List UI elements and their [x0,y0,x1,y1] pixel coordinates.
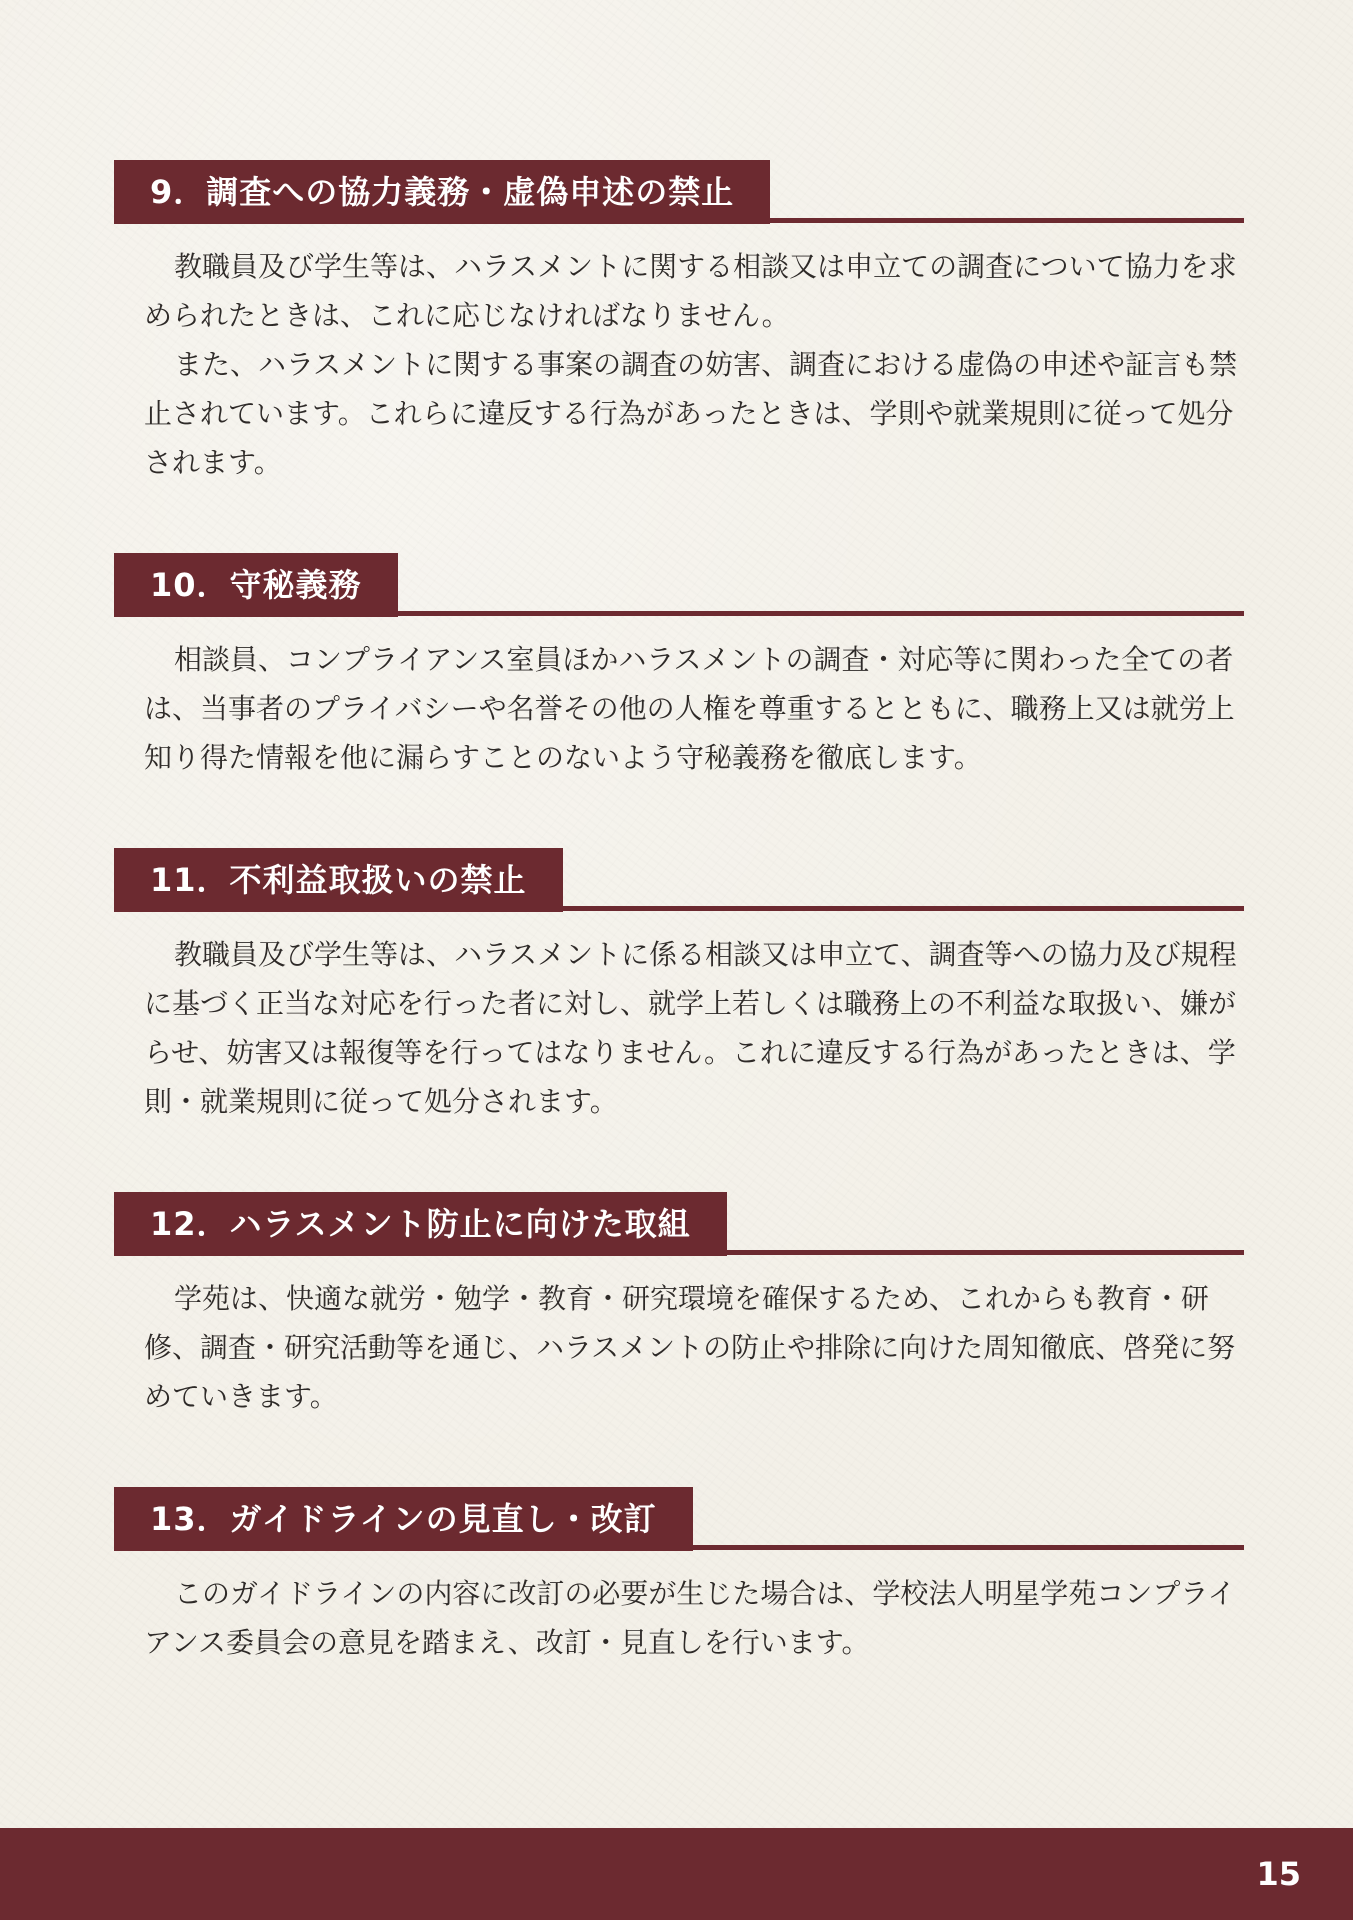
section-body [144,635,1244,782]
section-no-disadvantage [114,848,1244,1126]
paragraph: また、ハラスメントに関する事案の調査の妨害、調査における虚偽の申述や証言も禁止されています。これらに違反する行為があったときは、学則や就業規則に従って処分されます。 [144,348,1238,479]
section-heading: 11．不利益取扱いの禁止 [114,848,563,912]
section-guideline-revision [114,1487,1244,1667]
section-heading-row [114,848,1244,912]
section-heading: 13．ガイドラインの見直し・改訂 [114,1487,693,1551]
paragraph: 相談員、コンプライアンス室員ほかハラスメントの調査・対応等に関わった全ての者は、当事者のプライバシーや名誉その他の人権を尊重するとともに、職務上又は就労上知り得た情報を他に漏らすことのないよう守秘義務を徹底します。 [144,643,1235,774]
section-heading-row [114,160,1244,224]
section-heading: 10．守秘義務 [114,553,398,617]
section-body [144,1569,1244,1667]
section-heading: 12．ハラスメント防止に向けた取組 [114,1192,727,1256]
section-body [144,242,1244,487]
section-prevention-efforts [114,1192,1244,1421]
section-body [144,930,1244,1126]
section-heading-row [114,1487,1244,1551]
section-cooperation-duty [114,160,1244,487]
paragraph: 教職員及び学生等は、ハラスメントに関する相談又は申立ての調査について協力を求められたときは、これに応じなければなりません。 [144,250,1237,332]
section-heading: 9．調査への協力義務・虚偽申述の禁止 [114,160,770,224]
page-number: 15 [1256,1855,1301,1893]
paragraph: 学苑は、快適な就労・勉学・教育・研究環境を確保するため、これからも教育・研修、調査・研究活動等を通じ、ハラスメントの防止や排除に向けた周知徹底、啓発に努めていきます。 [144,1282,1236,1413]
section-heading-row [114,553,1244,617]
section-heading-row [114,1192,1244,1256]
paragraph: このガイドラインの内容に改訂の必要が生じた場合は、学校法人明星学苑コンプライアンス委員会の意見を踏まえ、改訂・見直しを行います。 [144,1577,1236,1659]
section-confidentiality [114,553,1244,782]
paragraph: 教職員及び学生等は、ハラスメントに係る相談又は申立て、調査等への協力及び規程に基づく正当な対応を行った者に対し、就学上若しくは職務上の不利益な取扱い、嫌がらせ、妨害又は報復等を行ってはなりません。これに違反する行為があったときは、学則・就業規則に従って処分されます。 [144,938,1237,1118]
footer-bar [0,1828,1353,1920]
section-body [144,1274,1244,1421]
